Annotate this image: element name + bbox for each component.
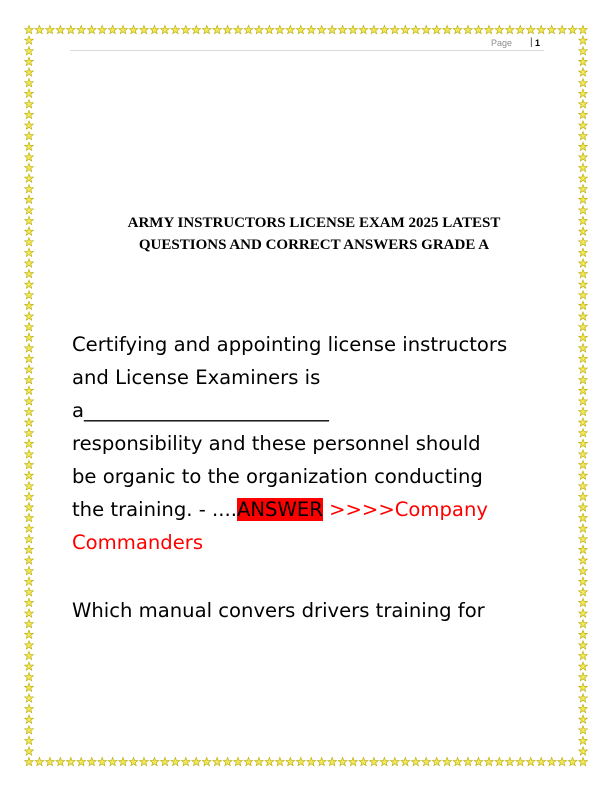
star-icon [579,57,588,65]
star-icon [328,25,337,33]
star-icon [579,736,588,744]
star-icon [108,25,117,33]
star-icon [328,757,337,765]
star-icon [579,131,588,139]
star-icon [579,386,588,394]
star-icon [579,110,588,118]
star-icon [87,757,96,765]
star-icon [579,185,588,193]
star-icon [25,566,34,574]
star-icon [140,757,149,765]
star-icon [25,460,34,468]
star-icon [286,25,295,33]
star-icon [516,757,525,765]
answer-text: >>>>Company [322,498,488,521]
star-icon [579,163,588,171]
star-icon [244,757,253,765]
star-icon [390,757,399,765]
star-icon [579,439,588,447]
star-icon [495,25,504,33]
star-icon [579,694,588,702]
star-icon [25,131,34,139]
star-icon [25,206,34,214]
star-icon [25,344,34,352]
star-icon [25,259,34,267]
star-icon [25,736,34,744]
star-icon [25,471,34,479]
star-icon [579,641,588,649]
star-icon [370,757,379,765]
star-icon [25,142,34,150]
star-icon [579,259,588,267]
star-icon [443,25,452,33]
star-icon [380,757,389,765]
star-icon [25,312,34,320]
star-icon [25,482,34,490]
star-icon [422,25,431,33]
star-icon [579,482,588,490]
star-icon [579,153,588,161]
star-icon [202,25,211,33]
star-icon [25,248,34,256]
star-icon [579,248,588,256]
star-icon [579,333,588,341]
star-icon [56,757,65,765]
star-icon [453,757,462,765]
star-icon [25,535,34,543]
star-icon [25,513,34,521]
star-icon [443,757,452,765]
star-icon [579,757,588,765]
star-icon [223,757,232,765]
star-icon [579,36,588,44]
star-icon [25,227,34,235]
star-icon [25,524,34,532]
star-icon [537,757,546,765]
star-icon [579,535,588,543]
star-icon [25,429,34,437]
answer-text-continued: Commanders [72,531,204,554]
star-icon [579,227,588,235]
star-icon [579,68,588,76]
star-icon [25,195,34,203]
star-icon [25,322,34,330]
star-icon [579,566,588,574]
star-icon [25,397,34,405]
star-icon [25,662,34,670]
star-icon [25,757,34,765]
star-icon [25,185,34,193]
star-icon [422,757,431,765]
star-icon [505,757,514,765]
star-icon [579,291,588,299]
star-icon [464,25,473,33]
star-icon [547,757,556,765]
star-icon [25,269,34,277]
star-icon [579,301,588,309]
star-icon [25,89,34,97]
star-icon [25,450,34,458]
question-line: and License Examiners is [72,366,321,389]
star-icon [192,25,201,33]
star-icon [390,25,399,33]
star-icon [516,25,525,33]
star-icon [181,25,190,33]
star-icon [485,25,494,33]
star-icon [526,25,535,33]
star-icon [25,577,34,585]
star-icon [25,715,34,723]
star-icon [537,25,546,33]
star-icon [25,57,34,65]
star-icon [307,25,316,33]
star-icon [464,757,473,765]
star-icon [244,25,253,33]
star-icon [25,704,34,712]
star-icon [307,757,316,765]
star-icon [25,588,34,596]
star-icon [296,757,305,765]
star-icon [25,630,34,638]
star-icon [25,25,34,33]
star-icon [275,757,284,765]
star-icon [119,757,128,765]
star-icon [338,25,347,33]
star-icon [579,238,588,246]
star-icon [359,25,368,33]
star-icon [432,757,441,765]
star-icon [25,365,34,373]
star-icon [558,25,567,33]
star-icon [25,683,34,691]
star-icon [579,397,588,405]
star-icon [558,757,567,765]
star-icon [579,407,588,415]
star-icon [579,513,588,521]
star-icon [46,757,55,765]
star-icon [579,280,588,288]
star-icon [25,609,34,617]
star-icon [25,174,34,182]
star-icon [25,280,34,288]
star-icon [505,25,514,33]
star-icon [25,673,34,681]
star-icon [579,418,588,426]
star-icon [150,757,159,765]
question-line: responsibility and these personnel should [72,432,481,455]
question-line: Certifying and appointing license instructors [72,333,508,356]
star-icon [202,757,211,765]
star-icon [25,238,34,246]
star-icon [579,78,588,86]
star-icon [579,704,588,712]
star-icon [87,25,96,33]
star-icon [25,216,34,224]
star-icon [98,757,107,765]
star-icon [579,598,588,606]
title-line-2: QUESTIONS AND CORRECT ANSWERS GRADE A [138,237,490,253]
star-icon [579,683,588,691]
star-icon [255,757,264,765]
star-icon [547,25,556,33]
star-icon [192,757,201,765]
star-icon [579,619,588,627]
star-icon [25,694,34,702]
star-icon [401,25,410,33]
star-icon [296,25,305,33]
question-answer-line [72,493,562,526]
star-icon [25,556,34,564]
answer-label: ANSWER [236,498,323,521]
star-icon [25,492,34,500]
star-icon [25,747,34,755]
star-icon [579,195,588,203]
star-icon [108,757,117,765]
star-icon [579,47,588,55]
star-icon [579,365,588,373]
star-icon [579,577,588,585]
star-icon [25,386,34,394]
star-icon [150,25,159,33]
title-line-1: ARMY INSTRUCTORS LICENSE EXAM 2025 LATEST [127,215,501,231]
question-line: Which manual convers drivers training for [72,599,485,622]
star-icon [25,47,34,55]
page-label: Page [491,38,513,48]
star-icon [579,375,588,383]
star-icon [223,25,232,33]
star-icon [579,662,588,670]
star-icon [98,25,107,33]
star-icon [25,503,34,511]
star-icon [579,344,588,352]
star-icon [579,174,588,182]
star-icon [579,630,588,638]
star-icon [77,25,86,33]
star-icon [25,291,34,299]
star-icon [25,619,34,627]
star-icon [25,163,34,171]
star-icon [579,715,588,723]
star-icon [579,25,588,33]
star-icon [579,322,588,330]
star-icon [579,121,588,129]
star-icon [579,588,588,596]
star-icon [485,757,494,765]
star-icon [181,757,190,765]
star-icon [25,545,34,553]
star-icon [579,673,588,681]
star-icon [25,726,34,734]
star-icon [579,460,588,468]
star-icon [213,25,222,33]
star-icon [579,503,588,511]
star-icon [25,641,34,649]
question-line: a_________________________ [72,399,329,422]
star-icon [25,439,34,447]
star-icon [579,216,588,224]
star-icon [25,333,34,341]
star-icon [255,25,264,33]
star-icon [171,757,180,765]
star-icon [66,757,75,765]
star-icon [411,25,420,33]
star-icon [370,25,379,33]
star-icon [25,36,34,44]
star-icon [234,25,243,33]
star-icon [579,545,588,553]
star-icon [161,757,170,765]
star-icon [579,429,588,437]
star-icon [171,25,180,33]
star-icon [338,757,347,765]
star-icon [275,25,284,33]
star-icon [66,25,75,33]
star-icon [579,609,588,617]
star-icon [579,312,588,320]
star-icon [579,100,588,108]
star-icon [25,598,34,606]
star-icon [25,110,34,118]
star-icon [579,556,588,564]
star-icon [140,25,149,33]
star-icon [474,25,483,33]
star-icon [265,25,274,33]
star-icon [25,651,34,659]
star-icon [317,25,326,33]
star-icon [25,100,34,108]
star-icon [317,757,326,765]
star-icon [579,89,588,97]
star-icon [453,25,462,33]
star-icon [56,25,65,33]
star-icon [25,78,34,86]
star-icon [25,68,34,76]
document-title [70,212,558,256]
star-icon [526,757,535,765]
star-icon [119,25,128,33]
star-icon [161,25,170,33]
star-icon [77,757,86,765]
star-icon [579,206,588,214]
star-icon [46,25,55,33]
star-icon [401,757,410,765]
page-separator: | [530,37,533,48]
star-icon [213,757,222,765]
star-icon [568,25,577,33]
star-icon [579,747,588,755]
star-icon [35,757,44,765]
star-icon [25,375,34,383]
star-icon [474,757,483,765]
star-icon [432,25,441,33]
page-header [70,38,544,51]
star-icon [25,418,34,426]
question-1 [72,328,562,559]
star-icon [35,25,44,33]
star-icon [349,25,358,33]
star-icon [25,407,34,415]
star-icon [25,354,34,362]
star-icon [579,269,588,277]
star-icon [579,651,588,659]
star-icon [411,757,420,765]
star-icon [25,301,34,309]
star-icon [265,757,274,765]
star-icon [349,757,358,765]
star-icon [25,153,34,161]
star-icon [579,726,588,734]
star-icon [234,757,243,765]
star-icon [129,25,138,33]
star-icon [579,471,588,479]
star-icon [495,757,504,765]
question-2 [72,594,562,627]
star-icon [380,25,389,33]
star-icon [129,757,138,765]
star-icon [25,121,34,129]
star-icon [579,524,588,532]
question-line: be organic to the organization conducting [72,465,483,488]
question-line-prefix: the training. - .... [72,498,237,521]
star-icon [579,450,588,458]
star-icon [579,142,588,150]
star-icon [286,757,295,765]
page-number: 1 [535,38,541,48]
star-icon [579,354,588,362]
star-icon [359,757,368,765]
star-icon [568,757,577,765]
star-icon [579,492,588,500]
